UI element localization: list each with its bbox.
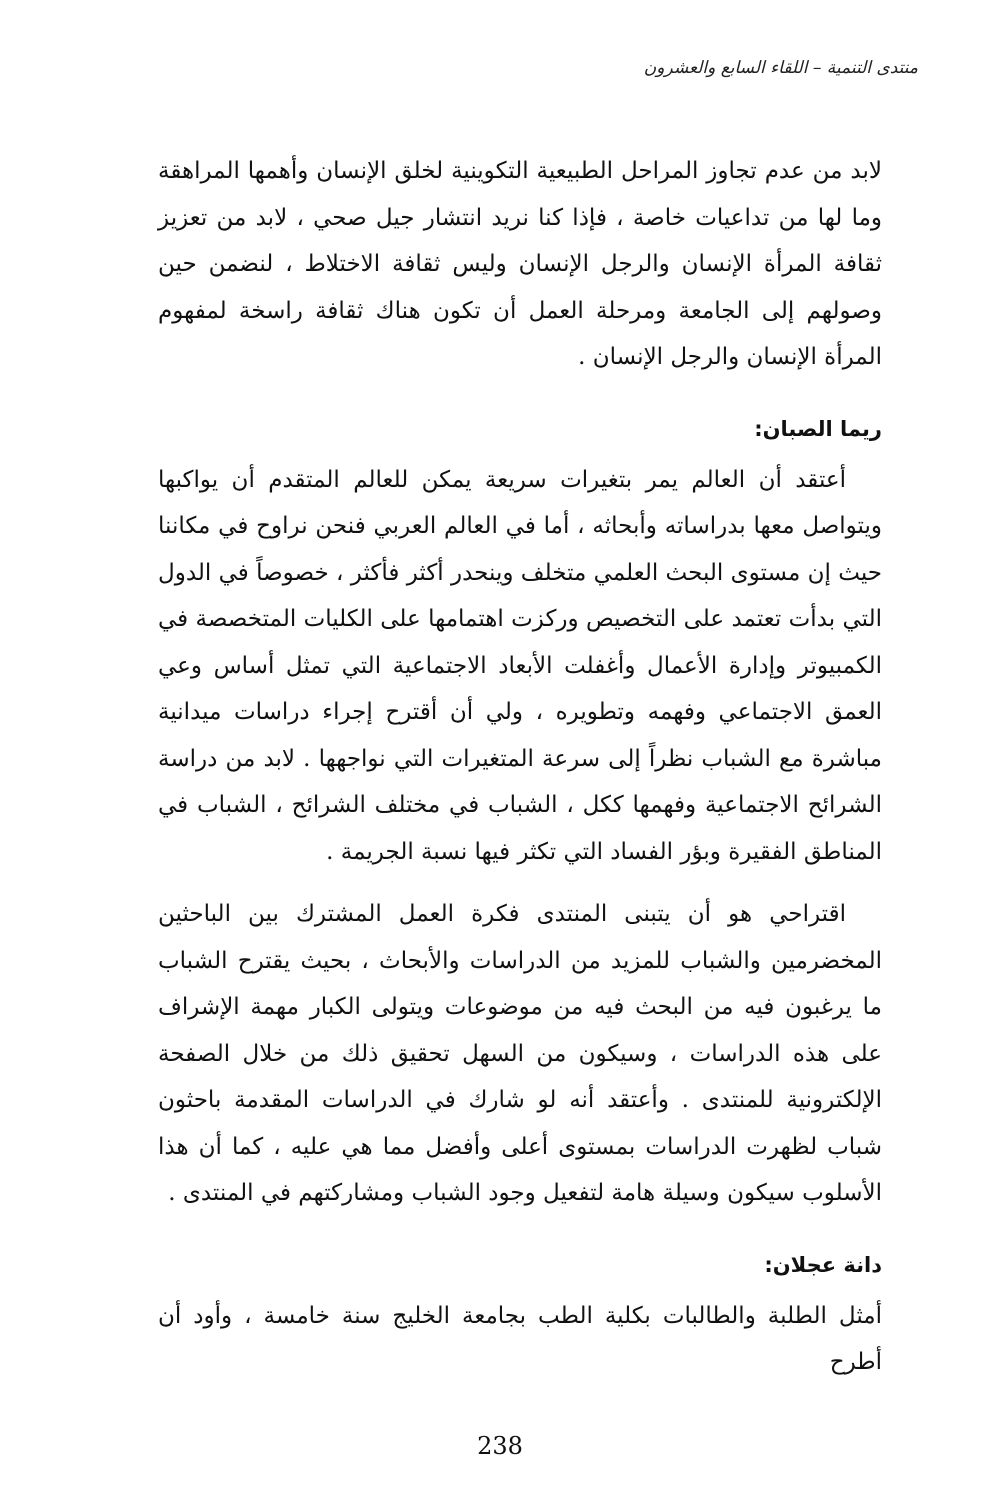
running-header: منتدى التنمية – اللقاء السابع والعشرون [643,58,918,78]
paragraph-3: اقتراحي هو أن يتبنى المنتدى فكرة العمل المشترك بين الباحثين المخضرمين والشباب للمزيد من الدراسات والأبحاث ، بحيث يقترح الشباب ما يرغبون فيه من البحث فيه من موضوعات ويتولى الكبار مهمة الإشراف على هذه الدراسات ، وسيكون من السهل تحقيق ذلك من خلال الصفحة الإلكترونية للمنتدى . وأعتقد أنه لو شارك في الدراسات المقدمة باحثون شباب لظهرت الدراسات بمستوى أعلى وأفضل مما هي عليه ، كما أن هذا الأسلوب سيكون وسيلة هامة لتفعيل وجود الشباب ومشاركتهم في المنتدى . [158,901,882,1206]
paragraph-2: أعتقد أن العالم يمر بتغيرات سريعة يمكن للعالم المتقدم أن يواكبها ويتواصل معها بدراساته وأبحاثه ، أما في العالم العربي فنحن نراوح في مكاننا حيث إن مستوى البحث العلمي متخلف وينحدر أكثر فأكثر ، خصوصاً في الدول التي بدأت تعتمد على التخصيص وركزت اهتمامها على الكليات المتخصصة في الكمبيوتر وإدارة الأعمال وأغفلت الأبعاد الاجتماعية التي تمثل أساس وعي العمق الاجتماعي وفهمه وتطويره ، ولي أن أقترح إجراء دراسات ميدانية مباشرة مع الشباب نظراً إلى سرعة المتغيرات التي نواجهها . لابد من دراسة الشرائح الاجتماعية وفهمها ككل ، الشباب في مختلف الشرائح ، الشباب في المناطق الفقيرة وبؤر الفساد التي تكثر فيها نسبة الجريمة . [158,466,882,865]
page-number: 238 [477,1432,523,1460]
paragraph-1: لابد من عدم تجاوز المراحل الطبيعية التكوينية لخلق الإنسان وأهمها المراهقة وما لها من تداعيات خاصة ، فإذا كنا نريد انتشار جيل صحي ، لابد من تعزيز ثقافة المرأة الإنسان والرجل الإنسان وليس ثقافة الاختلاط ، لنضمن حين وصولهم إلى الجامعة ومرحلة العمل أن تكون هناك ثقافة راسخة لمفهوم المرأة الإنسان والرجل الإنسان . [158,158,882,370]
page-body [158,148,882,1386]
speaker-name-rima: ريما الصبان: [754,416,882,441]
paragraph-4: أمثل الطلبة والطالبات بكلية الطب بجامعة الخليج سنة خامسة ، وأود أن أطرح [158,1302,882,1375]
speaker-name-dana: دانة عجلان: [764,1252,882,1277]
